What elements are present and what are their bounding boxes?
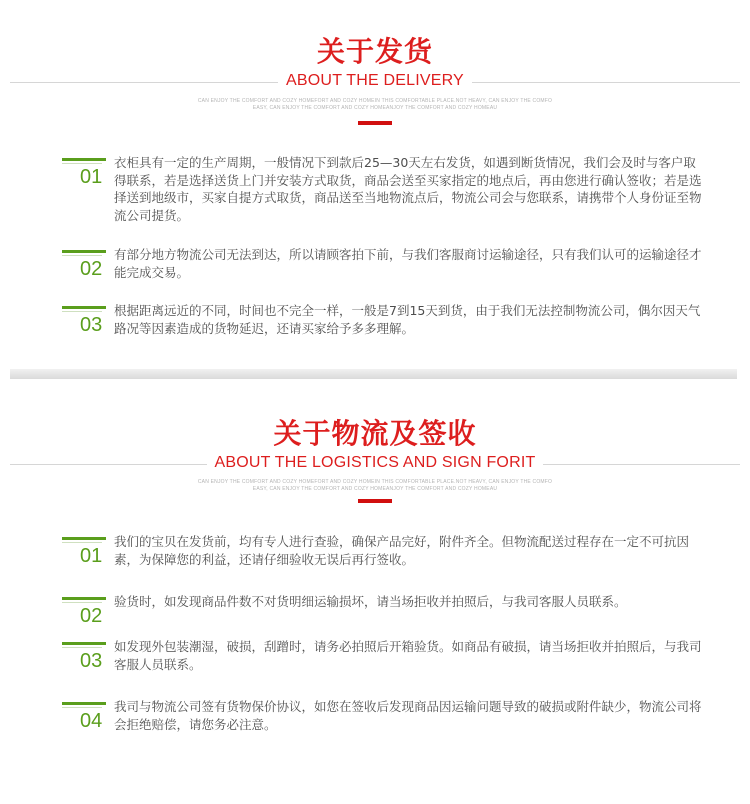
item-number: 02 <box>80 258 103 280</box>
green-rule <box>62 702 106 705</box>
logistics-red-accent <box>358 499 392 503</box>
logistics-section <box>0 382 750 804</box>
delivery-section <box>0 0 750 372</box>
delivery-title-en: ABOUT THE DELIVERY <box>278 72 472 89</box>
delivery-tagline-2: EASY, CAN ENJOY THE COMFORT AND COZY HOMEANJOY THE COMFORT AND COZY HOMEAU <box>252 105 498 111</box>
green-rule <box>62 158 106 161</box>
section-divider <box>10 369 737 379</box>
logistics-tagline-2: EASY, CAN ENJOY THE COMFORT AND COZY HOMEANJOY THE COMFORT AND COZY HOMEAU <box>252 486 498 492</box>
item-number: 04 <box>80 710 103 732</box>
delivery-tagline-1: CAN ENJOY THE COMFORT AND COZY HOMEFORT AND COZY HOMEIN THIS COMFORTABLE PLACE.NOT HEAVY, CAN ENJOY THE COMFO <box>197 98 553 104</box>
delivery-red-accent <box>358 121 392 125</box>
green-rule <box>62 306 106 309</box>
green-rule <box>62 537 106 540</box>
item-text: 验货时，如发现商品件数不对货明细运输损坏，请当场拒收并拍照后，与我司客服人员联系。 <box>114 594 627 609</box>
delivery-title-en-row <box>10 72 740 92</box>
item-number: 03 <box>80 650 103 672</box>
logistics-title-en: ABOUT THE LOGISTICS AND SIGN FORIT <box>207 454 544 471</box>
item-text: 有部分地方物流公司无法到达，所以请顾客拍下前，与我们客服商讨运输途径，只有我们认可的运输途径才能完成交易。 <box>114 247 702 280</box>
green-rule <box>62 597 106 600</box>
green-rule <box>62 250 106 253</box>
logistics-title-en-row <box>10 454 740 474</box>
logistics-title-cn: 关于物流及签收 <box>273 417 477 450</box>
item-number: 01 <box>80 545 103 567</box>
item-text: 如发现外包装潮湿，破损，刮蹭时，请务必拍照后开箱验货。如商品有破损，请当场拒收并拍照后，与我司客服人员联系。 <box>114 639 702 672</box>
item-text: 我们的宝贝在发货前，均有专人进行查验，确保产品完好，附件齐全。但物流配送过程存在一定不可抗因素，为保障您的利益，还请仔细验收无误后再行签收。 <box>114 534 690 567</box>
logistics-tagline-1: CAN ENJOY THE COMFORT AND COZY HOMEFORT AND COZY HOMEIN THIS COMFORTABLE PLACE.NOT HEAVY, CAN ENJOY THE COMFO <box>197 479 553 485</box>
item-number: 01 <box>80 166 103 188</box>
item-number: 03 <box>80 314 103 336</box>
item-text: 我司与物流公司签有货物保价协议，如您在签收后发现商品因运输问题导致的破损或附件缺少，物流公司将会拒绝赔偿，请您务必注意。 <box>114 699 702 732</box>
green-rule <box>62 642 106 645</box>
item-text: 衣柜具有一定的生产周期，一般情况下到款后25—30天左右发货，如遇到断货情况，我们会及时与客户取得联系，若是选择送货上门并安装方式取货，商品会送至买家指定的地点后，再由您进行确认签收；若是选择送到地级市，买家自提方式取货，商品送至当地物流点后，物流公司会与您联系，请携带个人身份证至物流公司提货。 <box>114 155 702 223</box>
delivery-title-cn: 关于发货 <box>316 35 433 68</box>
item-text: 根据距离远近的不同，时间也不完全一样，一般是7到15天到货，由于我们无法控制物流公司，偶尔因天气路况等因素造成的货物延迟，还请买家给予多多理解。 <box>114 303 701 336</box>
item-number: 02 <box>80 605 103 627</box>
